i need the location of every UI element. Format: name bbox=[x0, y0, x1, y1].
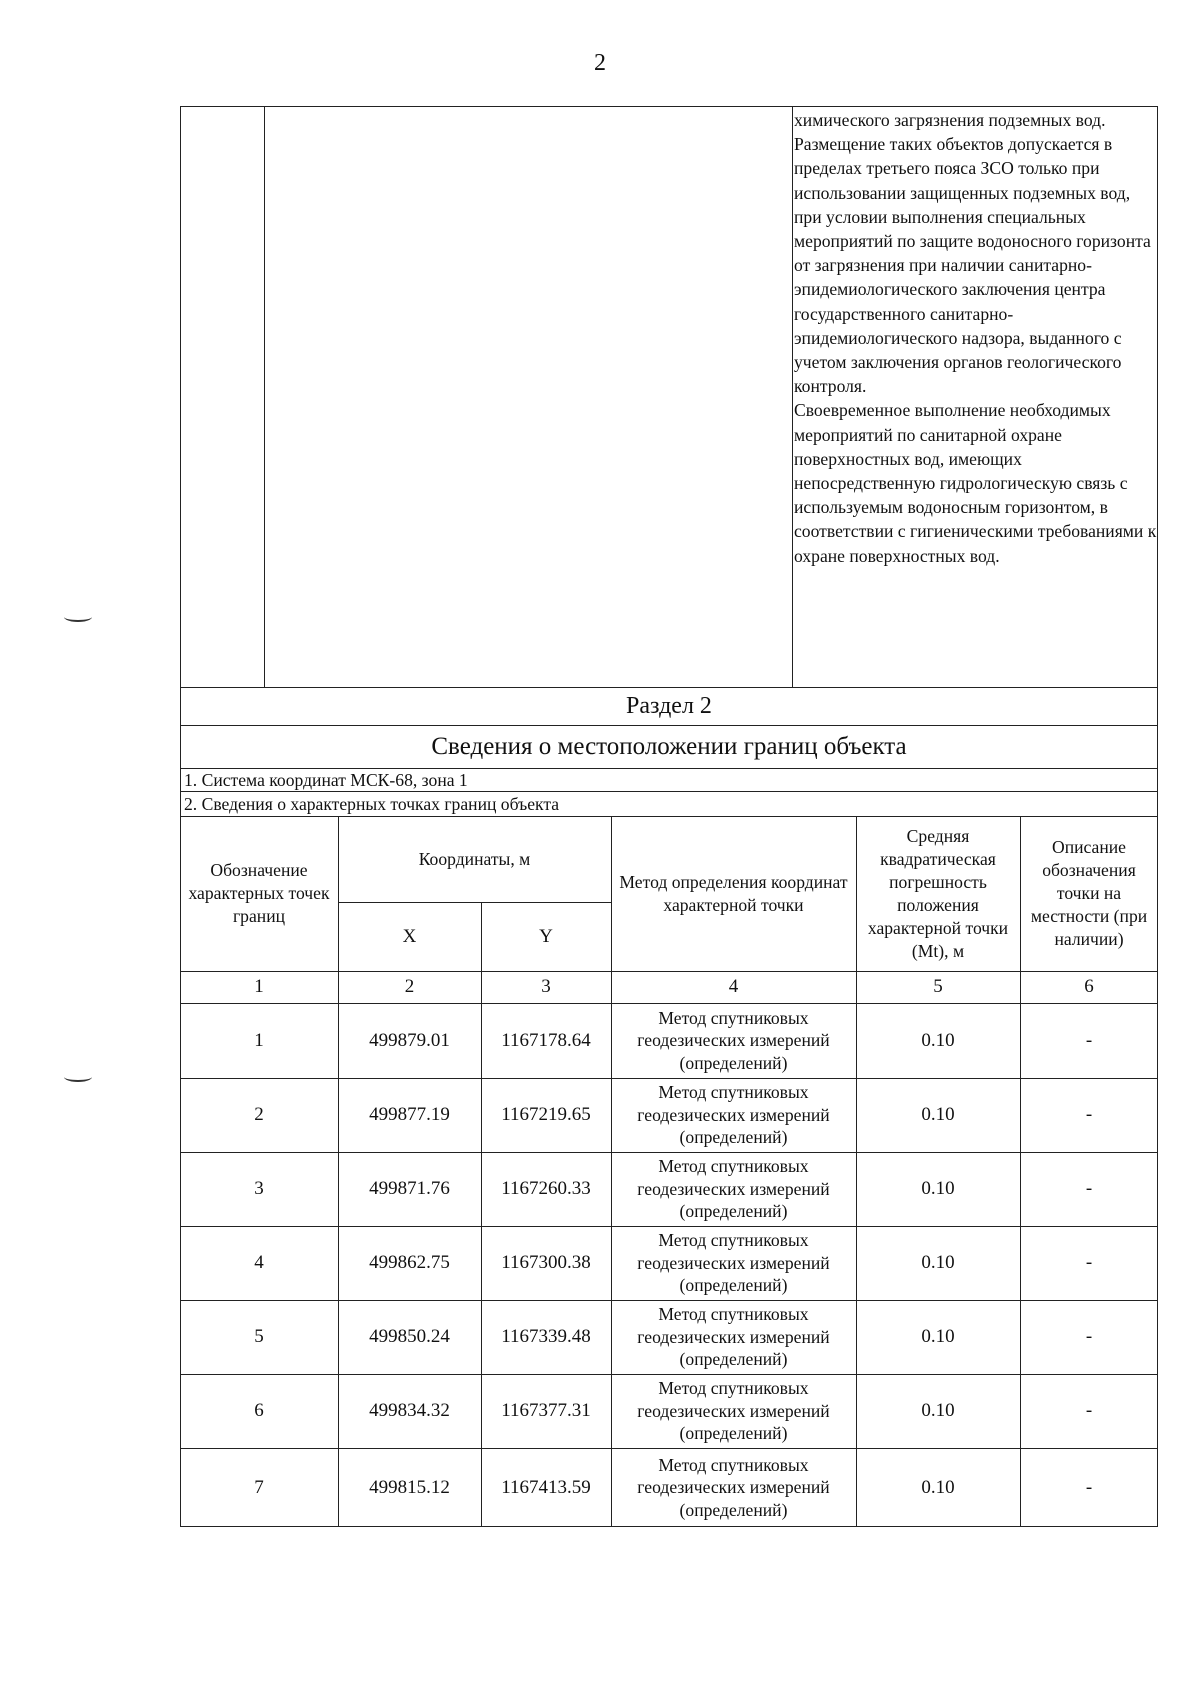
point-error: 0.10 bbox=[921, 1326, 955, 1347]
point-y: 1167413.59 bbox=[501, 1476, 591, 1498]
header-description: Описание обозначения точки на местности (при наличии) bbox=[1030, 837, 1148, 949]
point-error: 0.10 bbox=[921, 1476, 955, 1498]
point-error: 0.10 bbox=[921, 1029, 955, 1051]
point-x: 499850.24 bbox=[369, 1326, 450, 1347]
point-x: 499879.01 bbox=[369, 1029, 450, 1051]
point-description: - bbox=[1085, 1252, 1093, 1273]
point-id: 7 bbox=[254, 1476, 264, 1498]
rule bbox=[180, 791, 1158, 792]
point-description: - bbox=[1085, 1029, 1093, 1051]
point-description: - bbox=[1085, 1326, 1093, 1347]
header-y: Y bbox=[539, 925, 553, 947]
continued-paragraph: Размещение таких объектов допускается в пределах третьего пояса ЗСО только при использовании защищенных подземных вод, при условии выполнения специальных мероприятий по защите водоносного горизонта от загрязнения при наличии санитарно-эпидемиологического заключения центра государственного санитарно-эпидемиологического надзора, выданного с учетом заключения органов геологического контроля. bbox=[794, 134, 1151, 397]
binder-mark-1 bbox=[64, 612, 92, 622]
point-error: 0.10 bbox=[921, 1400, 955, 1421]
column-number: 4 bbox=[728, 976, 739, 997]
column-number: 1 bbox=[254, 976, 264, 997]
point-method: Метод спутниковых геодезических измерений (определений) bbox=[637, 1082, 830, 1148]
point-id: 3 bbox=[254, 1178, 264, 1199]
point-id: 5 bbox=[254, 1326, 264, 1347]
point-error: 0.10 bbox=[921, 1178, 955, 1199]
section-subtitle: Сведения о местоположении границ объекта bbox=[431, 732, 907, 760]
column-number: 2 bbox=[404, 976, 415, 997]
coordinate-system-line: 1. Система координат МСК-68, зона 1 bbox=[184, 770, 468, 790]
point-y: 1167178.64 bbox=[501, 1029, 591, 1051]
upper-col-divider-2 bbox=[792, 106, 793, 687]
point-description: - bbox=[1085, 1178, 1093, 1199]
header-x: X bbox=[402, 925, 417, 947]
point-description: - bbox=[1085, 1400, 1093, 1421]
point-y: 1167260.33 bbox=[501, 1178, 591, 1199]
binder-mark-2 bbox=[64, 1072, 92, 1082]
section-title: Раздел 2 bbox=[626, 692, 712, 719]
point-description: - bbox=[1085, 1476, 1093, 1498]
point-x: 499815.12 bbox=[369, 1476, 450, 1498]
column-number: 3 bbox=[541, 976, 551, 997]
point-description: - bbox=[1085, 1104, 1093, 1125]
header-method: Метод определения координат характерной точки bbox=[619, 871, 848, 915]
point-id: 6 bbox=[254, 1400, 264, 1421]
point-method: Метод спутниковых геодезических измерений (определений) bbox=[637, 1454, 830, 1520]
point-x: 499834.32 bbox=[369, 1400, 450, 1421]
continued-paragraph: Своевременное выполнение необходимых мероприятий по санитарной охране поверхностных вод, имеющих непосредственную гидрологическую связь с используемым водоносным горизонтом, в соответствии с гигиеническими требованиями к охране поверхностных вод. bbox=[794, 400, 1157, 566]
header-designation: Обозначение характерных точек границ bbox=[188, 860, 330, 926]
upper-col-divider-1 bbox=[264, 106, 265, 687]
point-id: 1 bbox=[254, 1029, 264, 1051]
point-y: 1167339.48 bbox=[501, 1326, 591, 1347]
point-y: 1167219.65 bbox=[501, 1104, 591, 1125]
continued-paragraph: химического загрязнения подземных вод. bbox=[794, 110, 1106, 130]
point-x: 499862.75 bbox=[369, 1252, 450, 1273]
continued-requirements-text bbox=[794, 108, 1158, 568]
point-y: 1167377.31 bbox=[501, 1400, 591, 1421]
header-coordinates: Координаты, м bbox=[418, 848, 531, 869]
point-method: Метод спутниковых геодезических измерений (определений) bbox=[637, 1156, 830, 1222]
page-number: 2 bbox=[594, 50, 606, 76]
rule bbox=[180, 768, 1158, 769]
column-number: 6 bbox=[1084, 976, 1094, 997]
header-error: Средняя квадратическая погрешность положения характерной точки (Mt), м bbox=[867, 825, 1009, 961]
point-method: Метод спутниковых геодезических измерений (определений) bbox=[637, 1230, 830, 1296]
point-id: 2 bbox=[254, 1104, 264, 1125]
points-heading-line: 2. Сведения о характерных точках границ объекта bbox=[184, 794, 560, 814]
point-id: 4 bbox=[254, 1252, 264, 1273]
point-x: 499877.19 bbox=[369, 1104, 450, 1125]
point-method: Метод спутниковых геодезических измерений (определений) bbox=[637, 1007, 830, 1073]
point-error: 0.10 bbox=[921, 1252, 955, 1273]
point-error: 0.10 bbox=[921, 1104, 955, 1125]
point-y: 1167300.38 bbox=[501, 1252, 591, 1273]
point-x: 499871.76 bbox=[369, 1178, 450, 1199]
column-number: 5 bbox=[933, 976, 943, 997]
point-method: Метод спутниковых геодезических измерений (определений) bbox=[637, 1378, 830, 1444]
point-method: Метод спутниковых геодезических измерений (определений) bbox=[637, 1304, 830, 1370]
